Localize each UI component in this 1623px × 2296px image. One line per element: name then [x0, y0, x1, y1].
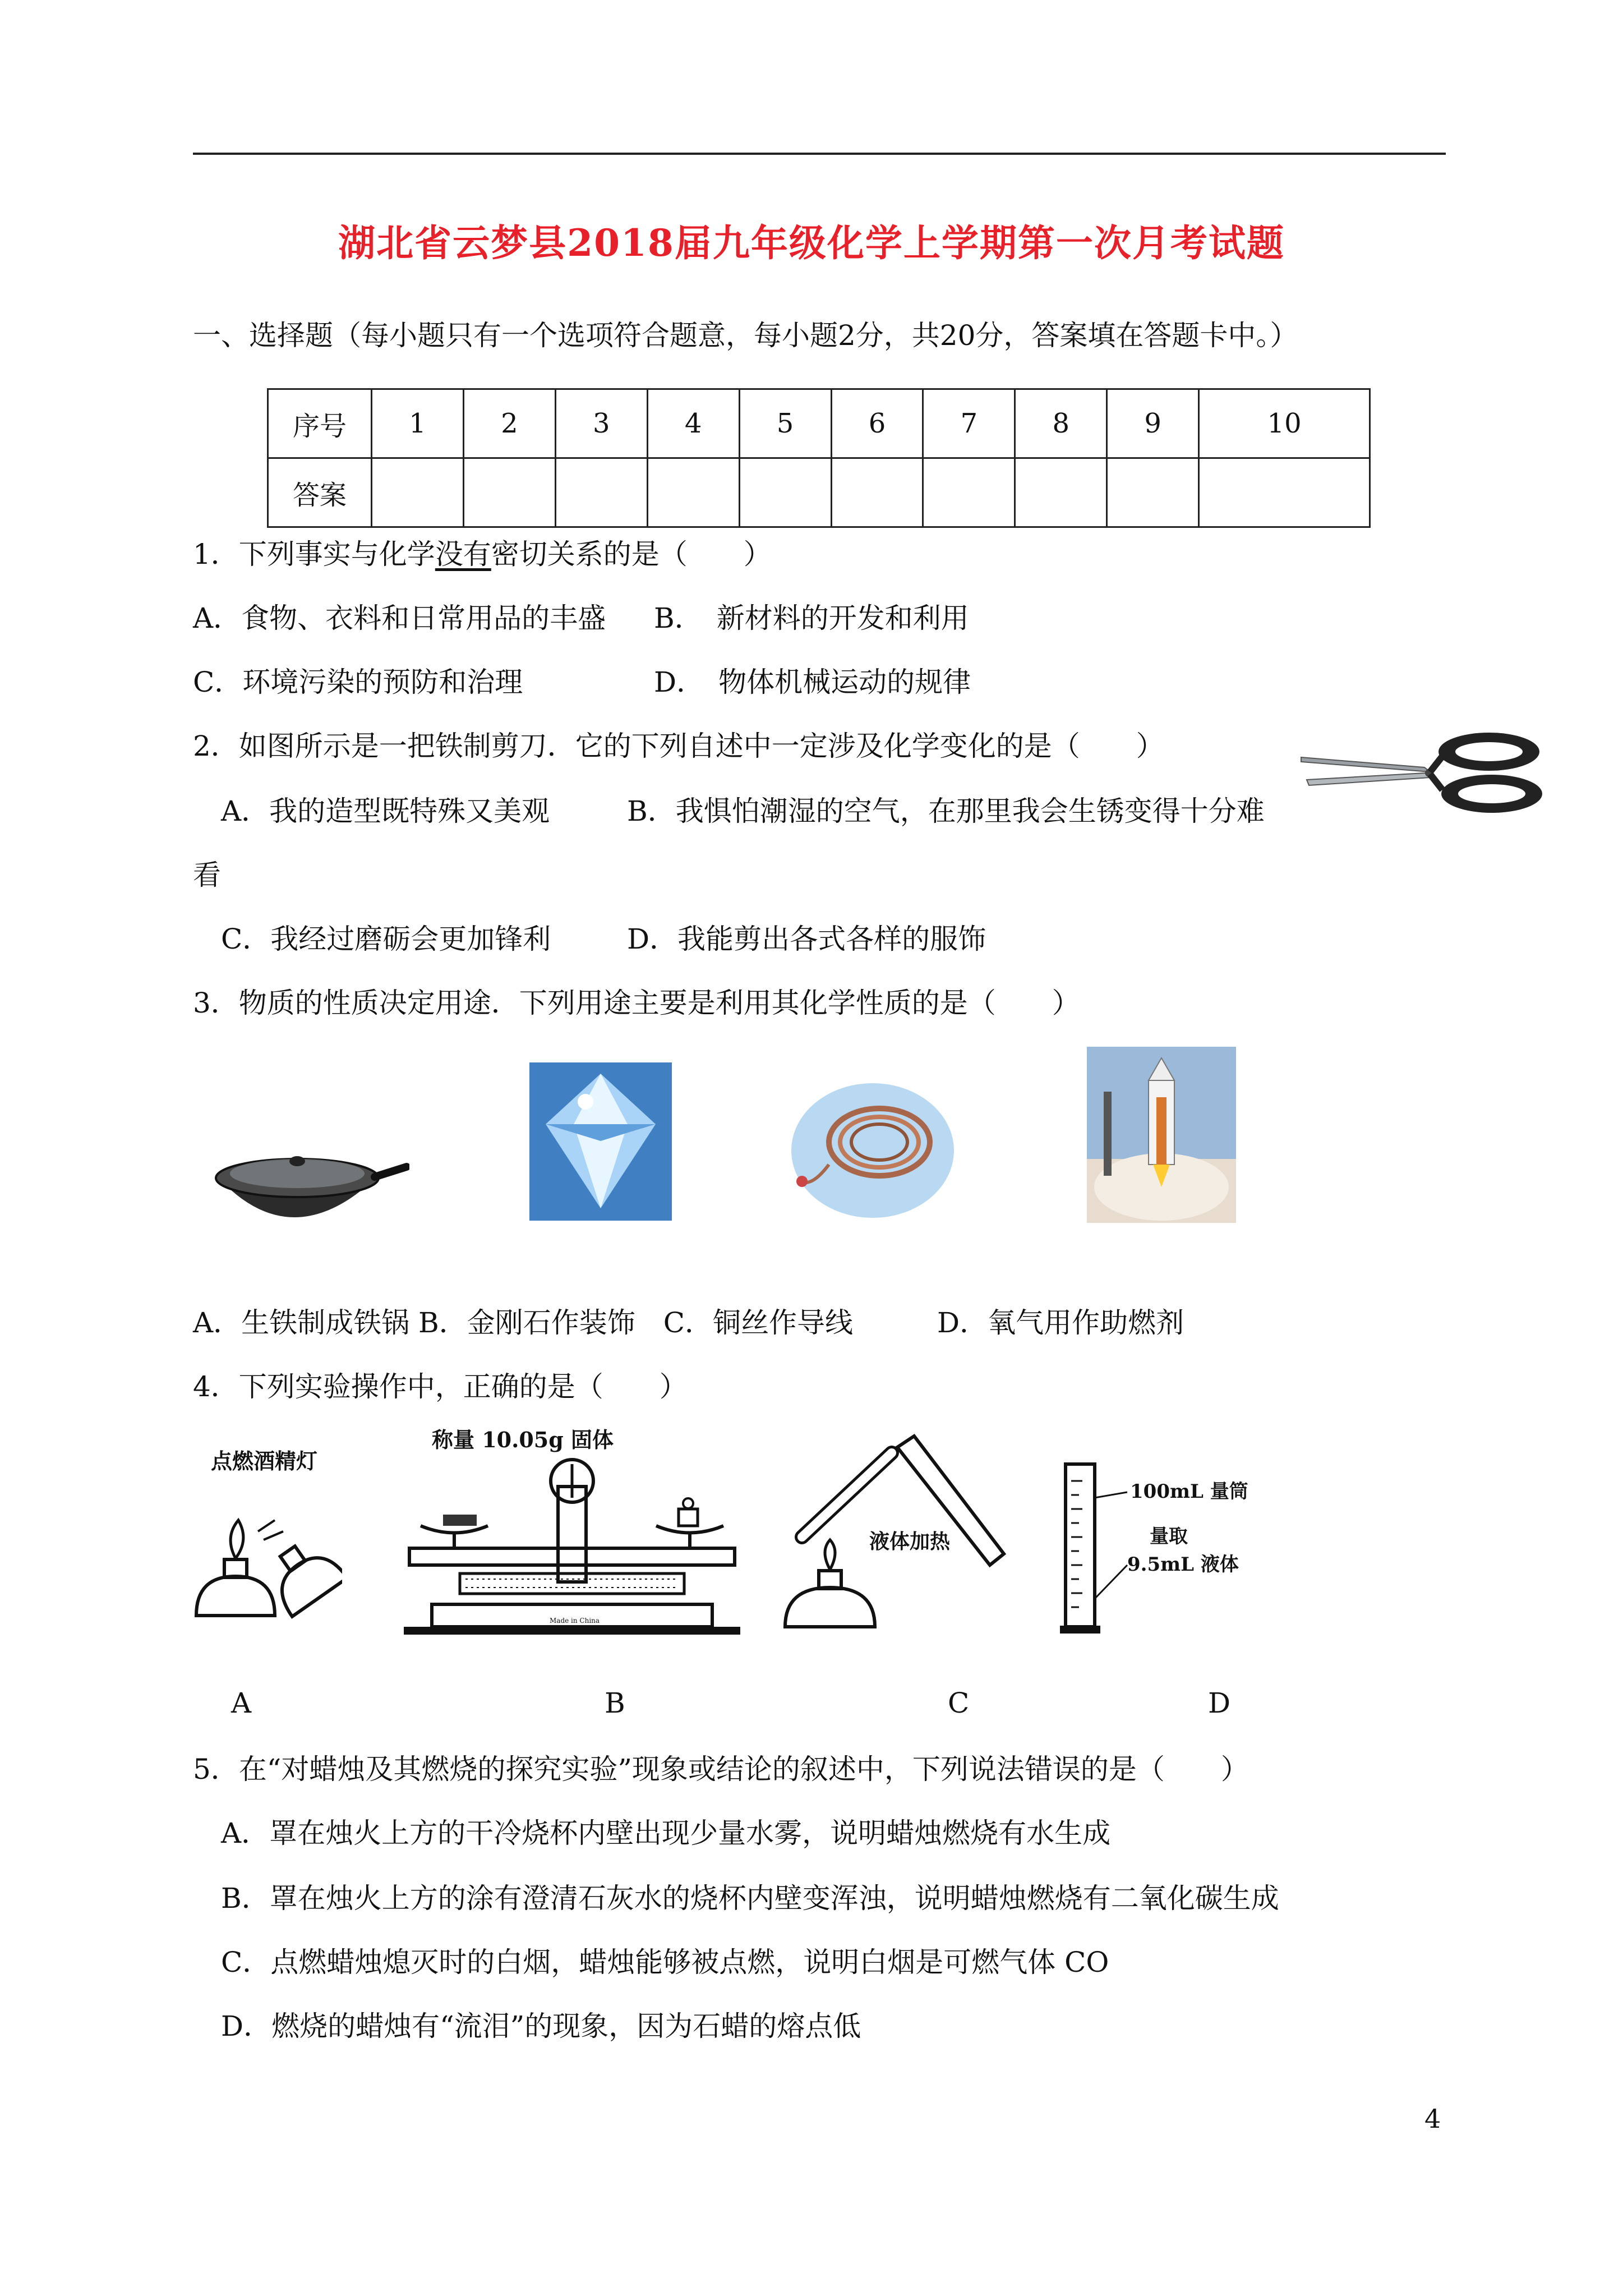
question-1-option-b: B． 新材料的开发和利用 — [654, 602, 969, 634]
question-2-option-b: B．我惧怕潮湿的空气，在那里我会生锈变得十分难 — [627, 795, 1265, 827]
table-cell: 序号 — [268, 389, 372, 458]
answer-cell[interactable] — [739, 458, 831, 527]
figure-label-d2: 量取 — [1150, 1525, 1188, 1548]
section-heading: 一、选择题（每小题只有一个选项符合题意，每小题2分，共20分，答案填在答题卡中。） — [193, 319, 1298, 352]
answer-cell[interactable] — [555, 458, 647, 527]
table-cell: 7 — [923, 389, 1015, 458]
figure-letter-b: B — [605, 1687, 625, 1719]
table-cell: 9 — [1107, 389, 1199, 458]
tiny-print: Made in China — [550, 1617, 600, 1625]
figure-label-d1: 100mL 量筒 — [1130, 1480, 1248, 1503]
question-3-stem: 3．物质的性质决定用途．下列用途主要是利用其化学性质的是（ ） — [193, 987, 1080, 1019]
answer-cell[interactable] — [1199, 458, 1370, 527]
table-row — [268, 389, 1370, 458]
question-1-option-c: C．环境污染的预防和治理 — [193, 666, 523, 698]
table-row — [268, 458, 1370, 527]
table-cell: 5 — [739, 389, 831, 458]
question-5-option-c: C．点燃蜡烛熄灭时的白烟，蜡烛能够被点燃，说明白烟是可燃气体 CO — [221, 1946, 1109, 1978]
question-5-stem: 5．在“对蜡烛及其燃烧的探究实验”现象或结论的叙述中，下列说法错误的是（ ） — [193, 1753, 1249, 1786]
answer-cell[interactable] — [831, 458, 923, 527]
answer-table — [267, 388, 1371, 528]
answer-cell[interactable] — [372, 458, 464, 527]
table-cell: 2 — [463, 389, 555, 458]
alcohol-lamp-image — [185, 1436, 342, 1638]
table-cell: 3 — [555, 389, 647, 458]
question-2-option-b-cont: 看 — [193, 859, 221, 891]
copper-wire-image — [790, 1080, 956, 1221]
table-cell: 8 — [1015, 389, 1107, 458]
wok-image — [208, 1139, 409, 1245]
figure-label-c: 液体加热 — [869, 1530, 951, 1553]
figure-label-d3: 9.5mL 液体 — [1127, 1553, 1239, 1576]
figure-letter-c: C — [948, 1687, 970, 1719]
answer-cell[interactable] — [1015, 458, 1107, 527]
question-2-stem: 2．如图所示是一把铁制剪刀．它的下列自述中一定涉及化学变化的是（ ） — [193, 730, 1164, 762]
question-1-stem: 1．下列事实与化学没有密切关系的是（ ） — [193, 538, 772, 570]
graduated-cylinder-image — [1060, 1458, 1279, 1638]
table-cell: 答案 — [268, 458, 372, 527]
question-5-option-d: D．燃烧的蜡烛有“流泪”的现象，因为石蜡的熔点低 — [221, 2010, 861, 2042]
page-title: 湖北省云梦县2018届九年级化学上学期第一次月考试题 — [338, 221, 1285, 265]
answer-cell[interactable] — [1107, 458, 1199, 527]
table-cell: 6 — [831, 389, 923, 458]
rocket-image — [1087, 1047, 1236, 1223]
figure-letter-a: A — [231, 1687, 252, 1719]
question-1-option-a: A．食物、衣料和日常用品的丰盛 — [193, 602, 606, 634]
answer-cell[interactable] — [463, 458, 555, 527]
diamond-image — [529, 1062, 672, 1221]
question-2-option-d: D．我能剪出各式各样的服饰 — [627, 923, 986, 955]
figure-label-a: 点燃酒精灯 — [211, 1448, 318, 1474]
question-2-option-a: A．我的造型既特殊又美观 — [221, 795, 550, 827]
table-cell: 4 — [647, 389, 739, 458]
answer-cell[interactable] — [647, 458, 739, 527]
scissors-image — [1295, 724, 1548, 819]
question-5-option-b: B．罩在烛火上方的涂有澄清石灰水的烧杯内壁变浑浊，说明蜡烛燃烧有二氧化碳生成 — [221, 1882, 1279, 1915]
figure-label-b: 称量 10.05g 固体 — [432, 1427, 614, 1452]
question-4-stem: 4．下列实验操作中，正确的是（ ） — [193, 1370, 688, 1403]
table-cell: 10 — [1199, 389, 1370, 458]
header-rule — [193, 153, 1446, 155]
question-2-option-c: C．我经过磨砺会更加锋利 — [221, 923, 551, 955]
question-1-option-d: D． 物体机械运动的规律 — [654, 666, 971, 698]
balance-image — [387, 1419, 757, 1644]
test-tube-heating-image — [768, 1430, 1015, 1644]
question-3-options: A．生铁制成铁锅 B．金刚石作装饰 C．铜丝作导线 D．氧气用作助燃剂 — [193, 1306, 1184, 1339]
table-cell: 1 — [372, 389, 464, 458]
question-5-option-a: A．罩在烛火上方的干冷烧杯内壁出现少量水雾，说明蜡烛燃烧有水生成 — [221, 1817, 1111, 1849]
figure-letter-d: D — [1208, 1687, 1231, 1719]
page-number: 4 — [1424, 2104, 1441, 2134]
answer-cell[interactable] — [923, 458, 1015, 527]
